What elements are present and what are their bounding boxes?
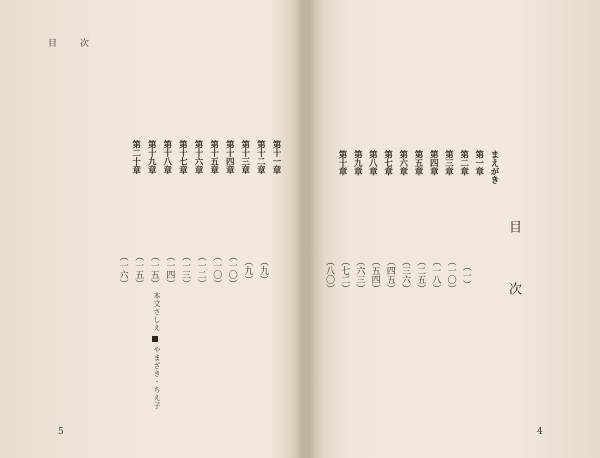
- page-ref: （一五）: [148, 252, 159, 288]
- chapter-number: 第十一章: [271, 140, 281, 174]
- page-ref: （一〇）: [445, 257, 456, 293]
- chapter-number: 第十六章: [193, 140, 203, 174]
- chapter-number: 第三章: [443, 150, 454, 176]
- chapter-number: 第四章: [428, 150, 439, 176]
- chapter-number: 第十章: [337, 150, 347, 176]
- page-ref: （一三）: [180, 252, 190, 288]
- toc-entry: [324, 150, 348, 400]
- chapter-number: 第五章: [413, 150, 423, 176]
- credit-separator-mark: [152, 336, 158, 342]
- page-ref: （六三）: [354, 257, 365, 293]
- chapter-number: 第十四章: [224, 140, 235, 174]
- page-ref: （三六）: [400, 257, 410, 293]
- page-ref: [486, 150, 488, 400]
- chapter-number: 第二章: [458, 150, 469, 176]
- chapter-number: 第十三章: [239, 140, 250, 174]
- page-ref: （一二）: [195, 252, 206, 288]
- page-ref: （七二）: [339, 257, 350, 293]
- toc-title: 目 次: [506, 220, 521, 313]
- page-ref: （一〇）: [226, 252, 237, 288]
- chapter-number: 第十七章: [177, 140, 188, 174]
- page-ref: （五四）: [369, 257, 380, 293]
- page-ref: （一八）: [430, 257, 441, 293]
- book-gutter: [290, 0, 324, 458]
- chapter-number: 第二十章: [130, 140, 141, 174]
- running-head: 目 次: [48, 39, 97, 49]
- page-ref: （一六）: [117, 252, 128, 288]
- chapter-number: 第十二章: [255, 140, 266, 174]
- chapter-number: まえがき: [489, 150, 499, 184]
- page-ref: （一）: [460, 261, 471, 289]
- toc-entry: [486, 150, 500, 400]
- illustrator-name: やまざき・ちえ子: [153, 346, 161, 410]
- page-ref: （九）: [242, 256, 253, 284]
- page-number-right: 4: [537, 427, 543, 437]
- page-ref: （九）: [258, 256, 268, 284]
- chapter-number: 第十五章: [208, 140, 219, 174]
- page-ref: （四五）: [384, 257, 395, 293]
- chapter-number: 第一章: [473, 150, 484, 176]
- toc-entry: [117, 140, 142, 400]
- page-ref: （一五）: [133, 252, 144, 288]
- page-ref: （一四）: [164, 252, 175, 288]
- illustration-credit-label: 本文さしえ: [153, 292, 161, 332]
- page-ref: （二五）: [415, 257, 426, 293]
- chapter-number: 第十八章: [161, 140, 172, 174]
- chapter-number: 第八章: [367, 150, 378, 176]
- page-number-left: 5: [58, 427, 64, 437]
- chapter-number: 第七章: [382, 150, 393, 176]
- chapter-number: 第六章: [397, 150, 408, 176]
- page-ref: （八〇）: [324, 257, 334, 293]
- chapter-number: 第十九章: [146, 140, 157, 174]
- page-ref: （一〇）: [211, 252, 222, 288]
- chapter-number: 第九章: [352, 150, 363, 176]
